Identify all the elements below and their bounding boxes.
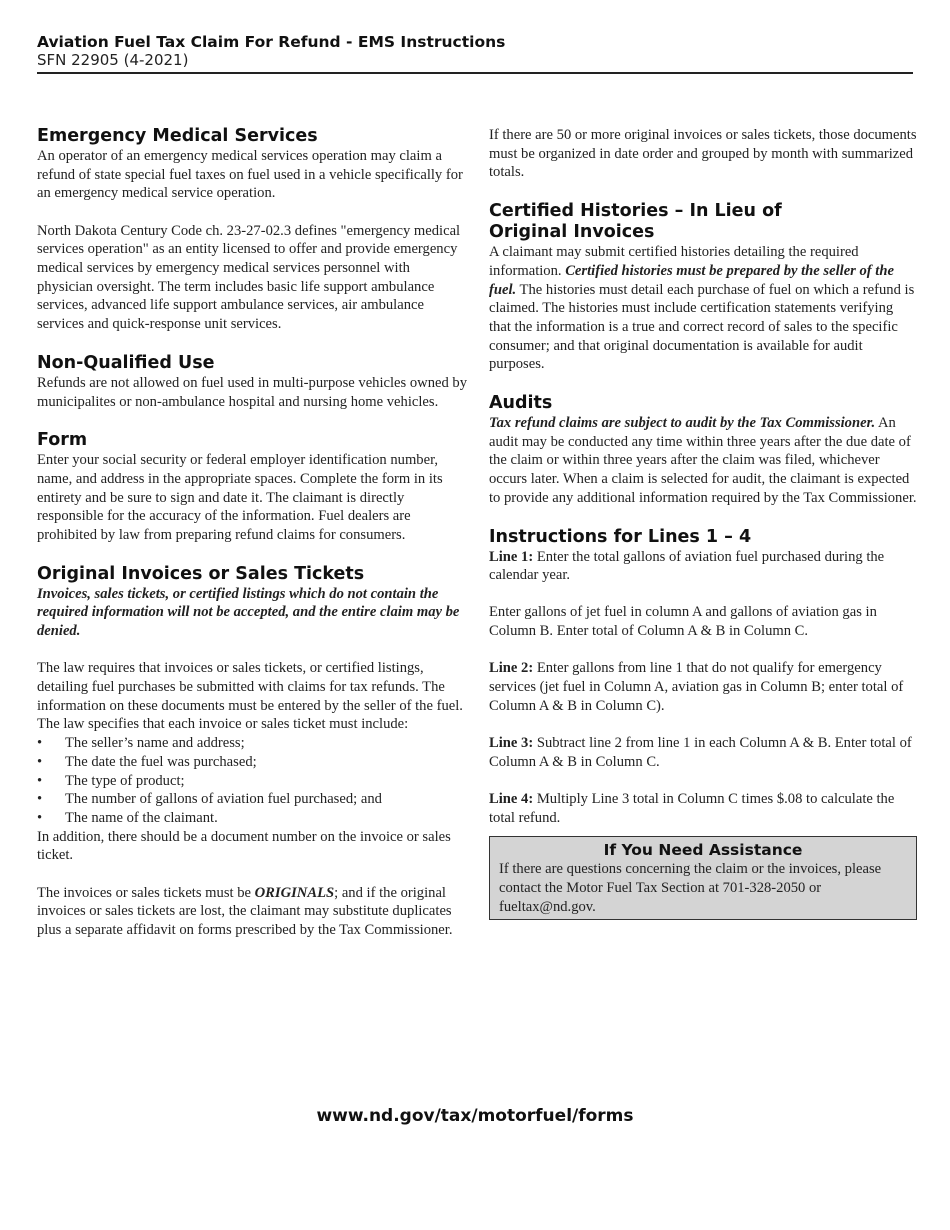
assistance-text: If there are questions concerning the claim or the invoices, please contact the Motor Fuel Tax Section at 701-328-2050 or fueltax@nd.gov. — [499, 861, 882, 915]
line-2-instruction: Line 2: Enter gallons from line 1 that do not qualify for emergency services (jet fuel in Column A, aviation gas in Column B; enter total of Column A & B in Column C). — [489, 660, 904, 714]
heading-instructions-lines: Instructions for Lines 1 – 4 — [489, 526, 752, 547]
heading-emergency-medical-services: Emergency Medical Services — [37, 126, 318, 146]
ems-paragraph-1: An operator of an emergency medical services operation may claim a refund of state special fuel taxes on fuel used in a vehicle specifically for an emergency medical service operation. — [37, 148, 463, 202]
heading-original-invoices: Original Invoices or Sales Tickets — [37, 563, 365, 584]
line-3-instruction: Line 3: Subtract line 2 from line 1 in each Column A & B. Enter total of Column A & B in Column C. — [489, 734, 912, 770]
invoices-paragraph-1: The law requires that invoices or sales tickets, or certified listings, detailing fuel purchases be submitted with claims for tax refunds. The information on these documents must be entered by the seller of the fuel. The law specifies that each invoice or sales ticket must include: — [37, 660, 463, 733]
heading-audits: Audits — [489, 393, 553, 414]
summary-paragraph: If there are 50 or more original invoices or sales tickets, those documents must be organized in date order and grouped by month with summarized totals. — [489, 127, 917, 181]
list-item: • The type of product; — [37, 772, 185, 789]
bullet-icon: • — [37, 809, 43, 826]
left-column — [37, 126, 467, 940]
form-number: SFN 22905 (4-2021) — [37, 51, 189, 69]
certified-paragraph: A claimant may submit certified histories detailing the required information. Certified histories must be prepared by the seller of the fuel. The histories must detail each purchase of fuel on which a refund is claimed. The histories must include certification statements verifying that the information is a true and correct record of sales to the specific consumer; and that original documentation is available for audit purposes. — [489, 244, 915, 373]
bullet-icon: • — [37, 772, 43, 789]
audits-paragraph: Tax refund claims are subject to audit by the Tax Commissioner. An audit may be conducted any time within three years after the due date of the claim or within three years after the claim was filed, whichever occurs later. When a claim is selected for audit, the claimant is expected to provide any additional information required by the Tax Commissioner. — [489, 415, 917, 506]
list-item: • The seller’s name and address; — [37, 735, 245, 752]
bullet-icon: • — [37, 735, 43, 752]
document-title: Aviation Fuel Tax Claim For Refund - EMS Instructions — [37, 33, 506, 51]
line-4-instruction: Line 4: Multiply Line 3 total in Column C times $.08 to calculate the total refund. — [489, 790, 895, 826]
invoices-warning: Invoices, sales tickets, or certified listings which do not contain the required information will not be accepted, and the entire claim may be denied. — [37, 585, 460, 640]
line-1-instruction: Line 1: Enter the total gallons of aviation fuel purchased during the calendar year. — [489, 548, 885, 584]
bullet-icon: • — [37, 791, 43, 808]
ems-paragraph-2: North Dakota Century Code ch. 23-27-02.3 defines "emergency medical services operation" as an entity licensed to offer and provide emergency medical services by emergency medical services personnel with physician oversight. The term includes basic life support ambulance services, advanced life support ambulance services, air ambulance services and quick-response unit services. — [37, 222, 461, 333]
heading-form: Form — [37, 430, 88, 451]
bullet-icon: • — [37, 753, 43, 770]
footer-url: www.nd.gov/tax/motorfuel/forms — [316, 1106, 634, 1126]
invoices-paragraph-3: The invoices or sales tickets must be ORIGINALS; and if the original invoices or sales tickets are lost, the claimant may substitute duplicates plus a separate affidavit on forms prescribed by the Tax Commissioner. — [37, 884, 453, 938]
invoice-requirements-list — [37, 734, 467, 828]
non-qualified-paragraph: Refunds are not allowed on fuel used in multi-purpose vehicles owned by municipalites or non-ambulance hospital and nursing home vehicles. — [37, 374, 468, 410]
form-paragraph: Enter your social security or federal employer identification number, name, and address in the appropriate spaces. Complete the form in its entirety and be sure to sign and date it. The claimant is directly responsible for the accuracy of the information. Fuel dealers are prohibited by law from preparing refund claims for consumers. — [37, 452, 443, 544]
list-item: • The number of gallons of aviation fuel purchased; and — [37, 791, 382, 808]
right-column — [489, 126, 917, 920]
list-item: • The name of the claimant. — [37, 809, 218, 826]
assistance-box — [489, 836, 917, 920]
document-header — [37, 33, 913, 70]
list-item: • The date the fuel was purchased; — [37, 753, 257, 770]
assistance-heading: If You Need Assistance — [603, 841, 803, 860]
heading-non-qualified-use: Non-Qualified Use — [37, 352, 215, 373]
line-1-columns-instruction: Enter gallons of jet fuel in column A and gallons of aviation gas in Column B. Enter total of Column A & B in Column C. — [489, 604, 877, 640]
heading-certified-histories: Certified Histories – In Lieu of Original Invoices — [489, 201, 782, 243]
header-divider — [37, 72, 913, 74]
invoices-paragraph-2: In addition, there should be a document number on the invoice or sales ticket. — [37, 828, 451, 864]
